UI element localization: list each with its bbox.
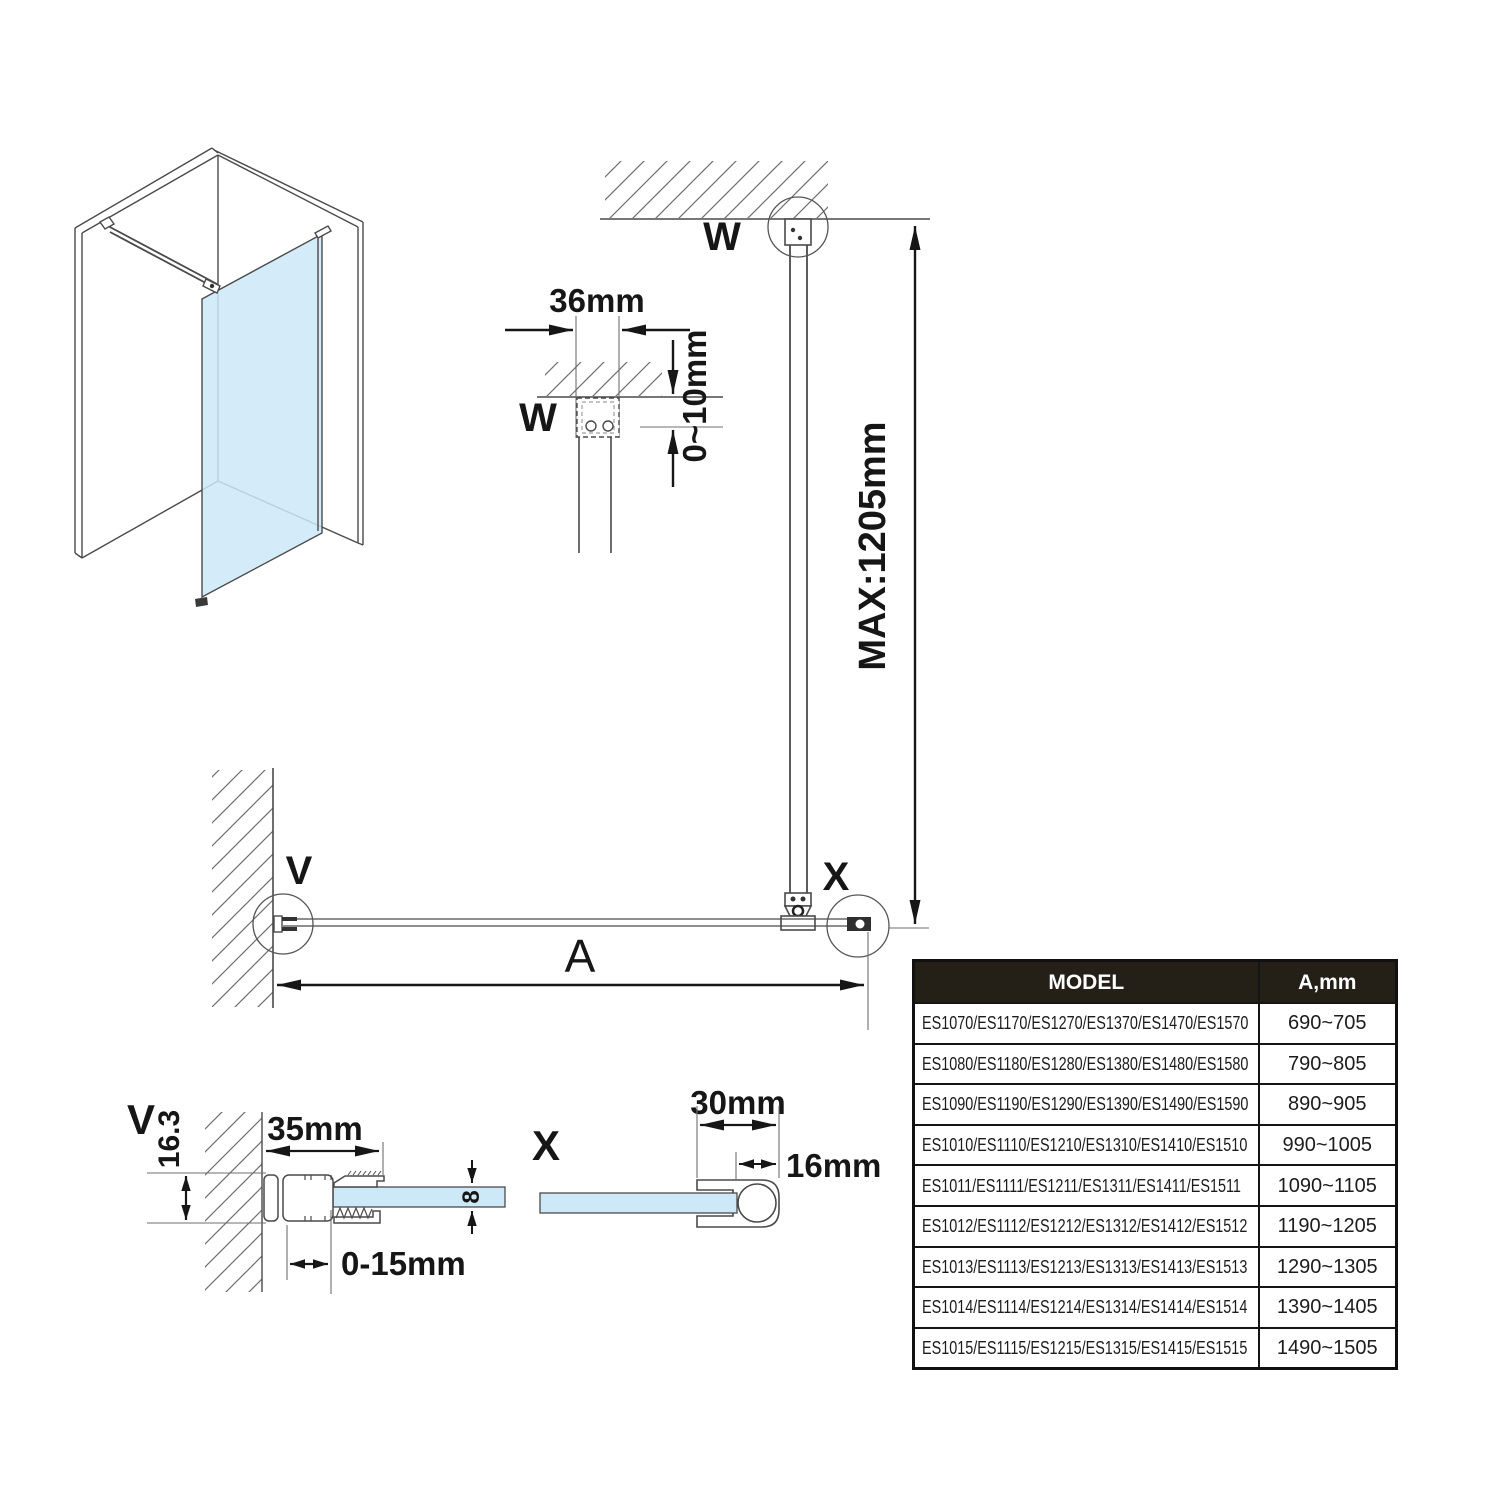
- dim-0-15mm: 0-15mm: [341, 1245, 466, 1282]
- model-cell: ES1013/ES1113/ES1213/ES1313/ES1413/ES1513: [914, 1247, 1259, 1288]
- dim-30mm: 30mm: [690, 1084, 786, 1121]
- dim-36mm: 36mm: [549, 282, 645, 319]
- x-main-label: X: [822, 855, 850, 899]
- model-cell: ES1012/ES1112/ES1212/ES1312/ES1412/ES1512: [914, 1206, 1259, 1247]
- table-row: [914, 1084, 1397, 1125]
- model-cell: ES1090/ES1190/ES1290/ES1390/ES1490/ES1590: [914, 1084, 1259, 1125]
- plan-view: [212, 768, 929, 1030]
- detail-x-glass: [540, 1193, 737, 1213]
- a-mm-cell: 690~705: [1259, 1003, 1397, 1044]
- a-mm-cell: 1390~1405: [1259, 1287, 1397, 1328]
- model-cell: ES1080/ES1180/ES1280/ES1380/ES1480/ES1580: [914, 1044, 1259, 1085]
- model-column-header: MODEL: [914, 961, 1259, 1004]
- model-table: [912, 959, 1398, 1370]
- table-row: [914, 1287, 1397, 1328]
- table-row: [914, 1206, 1397, 1247]
- dim-16mm: 16mm: [786, 1147, 882, 1184]
- dim-max-1205mm: MAX:1205mm: [852, 421, 894, 671]
- table-row: [914, 1125, 1397, 1166]
- v-main-label: V: [285, 849, 313, 893]
- detail-v-section: [127, 1096, 505, 1294]
- detail-w-label: W: [519, 396, 557, 440]
- w-main-label: W: [703, 215, 741, 259]
- model-cell: ES1014/ES1114/ES1214/ES1314/ES1414/ES1514: [914, 1287, 1259, 1328]
- a-mm-cell: 990~1005: [1259, 1125, 1397, 1166]
- table-row: [914, 1165, 1397, 1206]
- dim-35mm: 35mm: [267, 1110, 363, 1147]
- a-mm-cell: 1190~1205: [1259, 1206, 1397, 1247]
- detail-x-label: X: [531, 1122, 561, 1169]
- a-mm-cell: 1490~1505: [1259, 1328, 1397, 1369]
- a-mm-cell: 890~905: [1259, 1084, 1397, 1125]
- table-row: [914, 1328, 1397, 1369]
- model-cell: ES1070/ES1170/ES1270/ES1370/ES1470/ES1570: [914, 1003, 1259, 1044]
- detail-x-section: [532, 1084, 881, 1227]
- a-mm-cell: 1290~1305: [1259, 1247, 1397, 1288]
- table-row: [914, 1003, 1397, 1044]
- model-cell: ES1010/ES1110/ES1210/ES1310/ES1410/ES1510: [914, 1125, 1259, 1166]
- detail-w-section: [505, 282, 723, 553]
- bar-elevation: [600, 161, 930, 930]
- dim-8mm: 8: [458, 1190, 485, 1204]
- model-cell: ES1015/ES1115/ES1215/ES1315/ES1415/ES1515: [914, 1328, 1259, 1369]
- a-mm-column-header: A,mm: [1259, 961, 1397, 1004]
- detail-v-label: V: [126, 1096, 156, 1143]
- iso-view: [75, 148, 363, 607]
- iso-glass-panel: [202, 234, 322, 597]
- dim-a-label: A: [564, 930, 596, 982]
- a-mm-cell: 1090~1105: [1259, 1165, 1397, 1206]
- dim-16-3: 16.3: [153, 1109, 186, 1169]
- table-row: [914, 1044, 1397, 1085]
- model-table-header-row: [914, 961, 1397, 1004]
- model-cell: ES1011/ES1111/ES1211/ES1311/ES1411/ES1511: [914, 1165, 1259, 1206]
- iso-floor-foot: [195, 597, 208, 607]
- model-table-body: [914, 1003, 1397, 1369]
- dim-0-10mm: 0~10mm: [676, 329, 713, 463]
- table-row: [914, 1247, 1397, 1288]
- a-mm-cell: 790~805: [1259, 1044, 1397, 1085]
